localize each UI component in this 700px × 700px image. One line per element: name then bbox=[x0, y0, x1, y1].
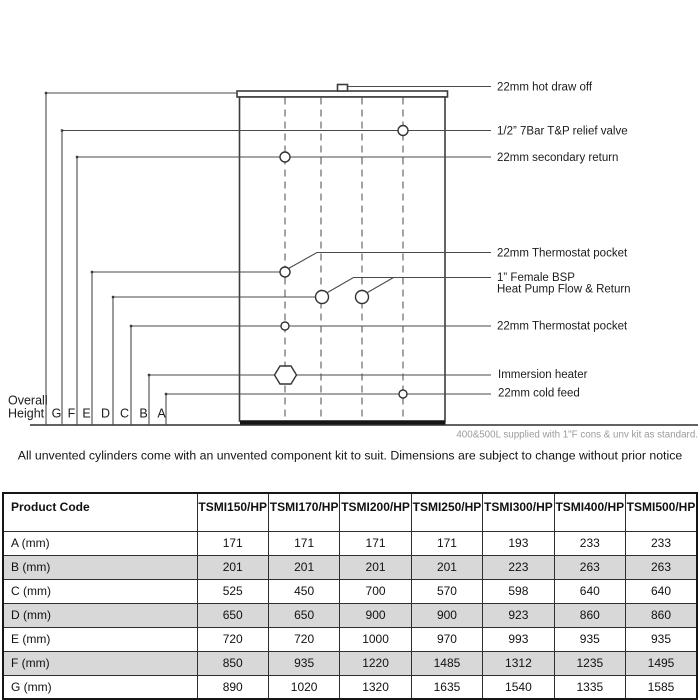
callout-secondary-return: 22mm secondary return bbox=[497, 152, 619, 164]
table-row bbox=[3, 675, 697, 699]
dim-value-cell: 640 bbox=[626, 579, 697, 603]
dim-value-cell: 860 bbox=[554, 603, 625, 627]
dim-value-cell: 1312 bbox=[483, 651, 554, 675]
dim-value-cell: 1485 bbox=[411, 651, 482, 675]
dim-value-cell: 223 bbox=[483, 555, 554, 579]
callout-thermostat-pocket-upper: 22mm Thermostat pocket bbox=[497, 247, 628, 260]
dim-value-cell: 171 bbox=[197, 531, 268, 555]
model-header: TSMI200/HP bbox=[340, 493, 411, 531]
dim-value-cell: 935 bbox=[554, 627, 625, 651]
dim-dot bbox=[165, 393, 167, 395]
disclaimer-text: All unvented cylinders come with an unvented component kit to suit. Dimensions are subject to change without prior notice bbox=[17, 448, 683, 463]
cylinder-body bbox=[240, 97, 446, 421]
table-row bbox=[3, 651, 697, 675]
dim-value-cell: 923 bbox=[483, 603, 554, 627]
dim-letter-b: B bbox=[139, 406, 148, 421]
immersion-heater-boss bbox=[275, 366, 297, 384]
tp-relief-valve-fitting bbox=[398, 126, 408, 136]
dim-label-cell: E (mm) bbox=[3, 627, 197, 651]
dim-label-cell: B (mm) bbox=[3, 555, 197, 579]
dim-value-cell: 935 bbox=[268, 651, 339, 675]
dim-dot bbox=[76, 156, 78, 158]
dim-value-cell: 970 bbox=[411, 627, 482, 651]
callout-cold-feed: 22mm cold feed bbox=[498, 387, 580, 400]
dim-value-cell: 720 bbox=[268, 627, 339, 651]
dim-value-cell: 850 bbox=[197, 651, 268, 675]
model-header: TSMI500/HP bbox=[626, 493, 697, 531]
dim-value-cell: 1320 bbox=[340, 675, 411, 699]
dim-value-cell: 171 bbox=[340, 531, 411, 555]
dim-dot bbox=[130, 325, 132, 327]
model-header: TSMI300/HP bbox=[483, 493, 554, 531]
heat-pump-flow-fitting bbox=[316, 291, 329, 304]
dim-value-cell: 570 bbox=[411, 579, 482, 603]
dim-letter-c: C bbox=[119, 406, 130, 421]
dim-value-cell: 201 bbox=[268, 555, 339, 579]
callout-tp-relief-valve: 1/2” 7Bar T&P relief valve bbox=[497, 125, 628, 138]
dim-value-cell: 171 bbox=[411, 531, 482, 555]
dim-label-cell: D (mm) bbox=[3, 603, 197, 627]
table-row bbox=[3, 579, 697, 603]
table-header-row bbox=[3, 493, 697, 531]
dim-value-cell: 1540 bbox=[483, 675, 554, 699]
secondary-return-fitting bbox=[280, 152, 290, 162]
cylinder-top-cap bbox=[237, 91, 448, 97]
dim-dot bbox=[112, 296, 114, 298]
dim-value-cell: 650 bbox=[197, 603, 268, 627]
dim-value-cell: 860 bbox=[626, 603, 697, 627]
dim-letter-f: F bbox=[67, 406, 76, 421]
cold-feed-fitting bbox=[399, 390, 407, 398]
dim-value-cell: 900 bbox=[340, 603, 411, 627]
dim-value-cell: 233 bbox=[626, 531, 697, 555]
dim-letter-e: E bbox=[82, 406, 91, 421]
dim-value-cell: 201 bbox=[411, 555, 482, 579]
callout-thermostat-pocket-lower: 22mm Thermostat pocket bbox=[497, 320, 628, 333]
dim-value-cell: 201 bbox=[197, 555, 268, 579]
dim-value-cell: 1235 bbox=[554, 651, 625, 675]
callout-heat-pump-flow-return: Heat Pump Flow & Return bbox=[497, 283, 631, 296]
dim-value-cell: 598 bbox=[483, 579, 554, 603]
dim-value-cell: 201 bbox=[340, 555, 411, 579]
callout-heat-pump-bsp: 1” Female BSP bbox=[497, 272, 575, 284]
dim-value-cell: 1220 bbox=[340, 651, 411, 675]
dim-value-cell: 263 bbox=[554, 555, 625, 579]
dim-value-cell: 193 bbox=[483, 531, 554, 555]
dim-value-cell: 935 bbox=[626, 627, 697, 651]
dim-value-cell: 700 bbox=[340, 579, 411, 603]
dim-value-cell: 171 bbox=[268, 531, 339, 555]
overall-height-label-line1: Overall bbox=[8, 393, 48, 408]
dim-label-cell: G (mm) bbox=[3, 675, 197, 699]
dim-dot bbox=[61, 129, 63, 131]
overall-height-label-line2: Height bbox=[8, 406, 45, 421]
spec-table bbox=[2, 492, 698, 700]
heat-pump-return-fitting bbox=[356, 291, 369, 304]
model-header: TSMI170/HP bbox=[268, 493, 339, 531]
table-row bbox=[3, 603, 697, 627]
dim-label-cell: F (mm) bbox=[3, 651, 197, 675]
dim-dot bbox=[91, 271, 93, 273]
table-row bbox=[3, 555, 697, 579]
dim-value-cell: 1585 bbox=[626, 675, 697, 699]
table-row bbox=[3, 627, 697, 651]
dim-value-cell: 1020 bbox=[268, 675, 339, 699]
model-header: TSMI250/HP bbox=[411, 493, 482, 531]
dim-value-cell: 640 bbox=[554, 579, 625, 603]
dim-value-cell: 1495 bbox=[626, 651, 697, 675]
callout-hot-draw-off: 22mm hot draw off bbox=[497, 81, 593, 94]
dim-dot bbox=[148, 374, 150, 376]
dim-value-cell: 450 bbox=[268, 579, 339, 603]
dim-letter-d: D bbox=[100, 406, 111, 421]
dim-value-cell: 233 bbox=[554, 531, 625, 555]
product-code-header: Product Code bbox=[3, 493, 197, 531]
thermostat-pocket-lower-fitting bbox=[281, 322, 289, 330]
model-header: TSMI400/HP bbox=[554, 493, 625, 531]
model-header: TSMI150/HP bbox=[197, 493, 268, 531]
dim-value-cell: 650 bbox=[268, 603, 339, 627]
dim-value-cell: 993 bbox=[483, 627, 554, 651]
dim-value-cell: 1335 bbox=[554, 675, 625, 699]
dim-value-cell: 900 bbox=[411, 603, 482, 627]
dim-letter-a: A bbox=[157, 406, 166, 421]
table-row bbox=[3, 531, 697, 555]
dim-value-cell: 1000 bbox=[340, 627, 411, 651]
dim-value-cell: 525 bbox=[197, 579, 268, 603]
dim-value-cell: 720 bbox=[197, 627, 268, 651]
kit-note: 400&500L supplied with 1"F cons & unv kit as standard. bbox=[456, 429, 698, 441]
dim-value-cell: 1635 bbox=[411, 675, 482, 699]
dim-label-cell: C (mm) bbox=[3, 579, 197, 603]
thermostat-pocket-upper-fitting bbox=[280, 267, 290, 277]
callout-immersion-heater: Immersion heater bbox=[498, 369, 588, 381]
dim-dot bbox=[45, 92, 47, 94]
dim-label-cell: A (mm) bbox=[3, 531, 197, 555]
dim-letter-g: G bbox=[51, 406, 62, 421]
cylinder-top-nub bbox=[338, 85, 348, 92]
dim-value-cell: 890 bbox=[197, 675, 268, 699]
dim-value-cell: 263 bbox=[626, 555, 697, 579]
